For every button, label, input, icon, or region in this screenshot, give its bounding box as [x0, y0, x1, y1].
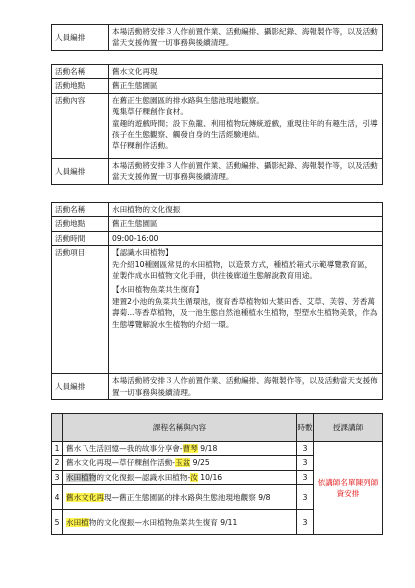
items-cell — [109, 246, 383, 374]
table-row — [52, 442, 383, 456]
row-hours: 3 — [297, 470, 314, 484]
course-highlight: 汝 — [190, 472, 198, 482]
row-hours: 3 — [297, 456, 314, 470]
row-course — [63, 442, 297, 456]
item-text: 先介紹10種園區常見的水田植物，以造景方式，種植於箱式示範導覽教育區，並製作成水田植物文化手冊，供往後廊道生態解說教育用途。 — [112, 259, 373, 281]
course-text: 現—舊正生態園區的排水路與生態池現地觀察 9/8 — [103, 492, 271, 502]
items-label: 活動項目 — [52, 246, 109, 374]
staff-table-top — [51, 24, 383, 51]
row-no: 2 — [52, 456, 63, 470]
header-hours: 時數 — [297, 414, 314, 442]
course-date: 9/25 — [190, 458, 210, 468]
staff-label: 人員編排 — [52, 25, 109, 51]
staff-label: 人員編排 — [52, 374, 109, 400]
staff-text: 本場活動將安排３人作前置作業、活動編排、海報製作等，以及活動當天支援佈置一切事務與後續清理。 — [109, 374, 383, 400]
row-course — [63, 510, 297, 535]
name-value: 水田植物的文化復振 — [109, 203, 383, 217]
place-value: 舊正生態園區 — [109, 79, 383, 93]
row-no: 1 — [52, 442, 63, 456]
course-highlight: 水田植 — [66, 517, 89, 527]
header-course: 課程名稱與內容 — [63, 414, 297, 442]
time-label: 活動時間 — [52, 231, 109, 245]
name-label: 活動名稱 — [52, 65, 109, 79]
course-highlight: 曹琴 — [182, 444, 198, 453]
staff-label: 人員編排 — [52, 158, 109, 184]
place-label: 活動地點 — [52, 79, 109, 93]
content-line: 在舊正生態園區的排水路與生態池現地觀察。 — [112, 95, 264, 105]
row-hours: 3 — [297, 510, 314, 535]
content-cell — [109, 93, 383, 158]
row-course — [63, 485, 297, 510]
header-teacher: 授課講師 — [314, 414, 383, 442]
content-line: 童趣的遊戲時間；設下魚籠、利用植物玩傳統遊戲，重現往年的有趣生活，引導孩子在生態觀察、觸發自身的生活經驗連結。 — [112, 118, 378, 140]
time-value: 09:00-16:00 — [109, 231, 383, 245]
staff-text: 本場活動將安排３人作前置作業、活動編排、攝影紀錄、海報製作等，以及活動當天支援佈置一切事務與後續清理。 — [109, 158, 383, 184]
name-value: 舊水文化再現 — [109, 65, 383, 79]
activity-table-2 — [51, 64, 383, 185]
row-course — [63, 456, 297, 470]
content-line: 蒐集草仔粿創作食材。 — [112, 107, 188, 117]
content-line: 草仔粿創作活動。 — [112, 141, 173, 151]
item-title: 【認識水田植物】 — [112, 248, 173, 258]
row-no: 3 — [52, 470, 63, 484]
teacher-note: 依講師名單陳列師資安排 — [314, 442, 383, 535]
place-label: 活動地點 — [52, 217, 109, 231]
row-course — [63, 470, 297, 484]
course-text: 物的文化復振—水田植物魚菜共生復育 9/11 — [88, 517, 238, 527]
course-text: 的文化復振—認識水田植物- — [96, 472, 191, 482]
course-date: 10/16 — [197, 472, 223, 482]
row-hours: 3 — [297, 442, 314, 456]
header-no — [52, 414, 63, 442]
place-value: 舊正生態園區 — [109, 217, 383, 231]
course-highlight: 水田植物 — [66, 472, 97, 482]
course-text: 舊水乁生活回憶—我的故事分享會- — [66, 444, 183, 453]
course-schedule-table — [51, 413, 383, 535]
staff-text: 本場活動將安排３人作前置作業、活動編排、攝影紀錄、海報製作等，以及活動當天支援佈置一切事務與後續清理。 — [109, 25, 383, 51]
row-hours: 3 — [297, 485, 314, 510]
name-label: 活動名稱 — [52, 203, 109, 217]
content-label: 活動內容 — [52, 93, 109, 158]
item-title: 【水田植物魚菜共生復育】 — [112, 285, 204, 295]
course-text: 舊水文化再現—草仔粿創作活動- — [66, 458, 176, 468]
row-no: 4 — [52, 485, 63, 510]
course-highlight: 舊水文化再 — [66, 492, 104, 502]
course-highlight: 玉盆 — [175, 458, 191, 468]
row-no: 5 — [52, 510, 63, 535]
course-date: 9/18 — [197, 444, 218, 453]
activity-table-3 — [51, 202, 383, 400]
item-text: 建置2小池的魚菜共生循環池，復育香草植物如大葉田香、艾草、芙蓉、芳香萬壽菊...等香草植物，及一池生態自然池種植水生植物，型塑水生植物美景，作為生態導覽解說水生植物的介紹一環。 — [112, 296, 378, 329]
